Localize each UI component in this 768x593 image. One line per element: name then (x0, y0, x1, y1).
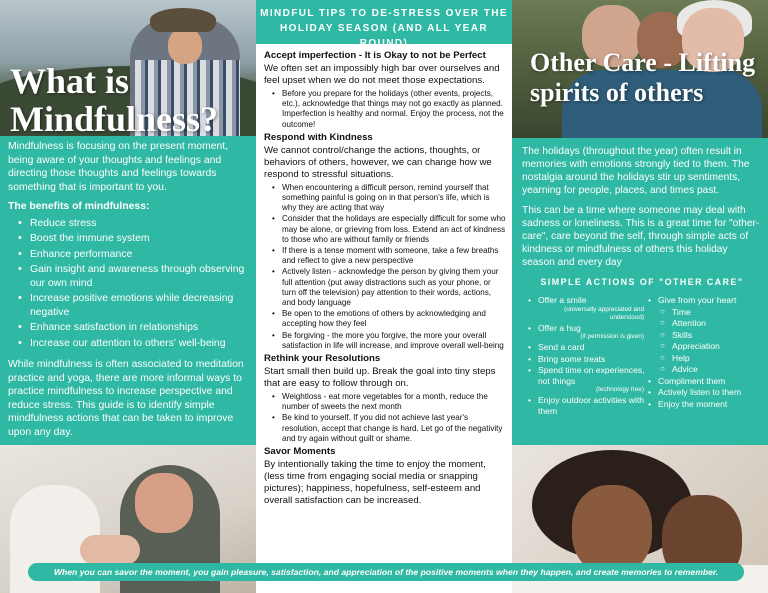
sub-item: ○ Advice (648, 364, 762, 375)
kindness-list (272, 183, 506, 351)
sub-item: ○ Appreciation (648, 341, 762, 352)
list-item: • Weightloss - eat more vegetables for a month, reduce the number of sweets the next month (272, 392, 506, 412)
action-note: (if permission is given) (580, 333, 644, 340)
action-note: (technology free) (596, 386, 644, 393)
left-body (8, 140, 252, 445)
benefit-item: • Boost the immune system (18, 232, 252, 246)
action-note: (universally appreciated and understood) (564, 305, 644, 321)
tips-body (264, 48, 506, 509)
section-heading-savor: Savor Moments (264, 446, 336, 458)
middle-panel (256, 0, 512, 593)
benefits-list (18, 217, 252, 351)
list-item: • Consider that the holidays are especially difficult for some who may be alone, or grieving from loss. Extend an act of kindness to those who are without family or friends (272, 214, 506, 245)
action-item: • Bring some treats (528, 354, 648, 365)
section-text-kindness: We cannot control/change the actions, thoughts, or behaviors of others, however, we can change how we respond to stressful situations. (264, 144, 492, 180)
right-panel (512, 0, 768, 593)
mindfulness-intro: Mindfulness is focusing on the present moment, being aware of your thoughts and feelings and directing those thoughts and feelings towards something that is important to you. (8, 141, 229, 193)
sub-item: ○ Help (648, 353, 762, 364)
sub-item: ○ Time (648, 307, 762, 318)
action-item: • Enjoy outdoor activities with them (528, 395, 648, 416)
action-item: • Compliment them (648, 376, 762, 387)
benefit-item: • Reduce stress (18, 217, 252, 231)
mindfulness-closing: While mindfulness is often associated to meditation practice and yoga, there are more informal ways to practice mindfulness to increase perspective and reduce stress. This guide is to identify simple mindfulness actions that can be taken to improve upon any day. (8, 359, 244, 438)
other-care-p1: The holidays (throughout the year) often result in memories with emotions strongly tied to them. The nostalgia around the holidays stir up sentiments, yearning for people, places, and times past. (522, 146, 750, 196)
action-item: • Give from your heart (648, 295, 762, 306)
action-item: • Offer a hug (if permission is given) (528, 323, 648, 342)
action-item: • Offer a smile (universally appreciated and understood) (528, 295, 648, 322)
benefit-item: • Increase positive emotions while decreasing negative (18, 292, 252, 319)
list-item: • Actively listen - acknowledge the person by giving them your full attention (put away distractions such as your phone, or turn off the television) pay attention to their words, actions, and body language (272, 267, 506, 308)
resolutions-list (272, 392, 506, 444)
list-item: • Before you prepare for the holidays (other events, projects, etc.), acknowledge that things may not go exactly as planned. Imperfection is healthy and normal. Enjoy the process, not the outcome! (272, 89, 506, 130)
action-item: • Send a card (528, 342, 648, 353)
section-heading-kindness: Respond with Kindness (264, 131, 373, 143)
section-heading-resolutions: Rethink your Resolutions (264, 353, 381, 365)
actions-heading: SIMPLE ACTIONS OF "OTHER CARE" (540, 277, 744, 287)
other-care-title: Other Care - Lifting spirits of others (530, 48, 756, 107)
section-text-savor: By intentionally taking the time to enjoy the moment, (less time from engaging social media or snapping pictures); happiness, hopefulness, self-esteem and overall satisfaction can be increased. (264, 459, 486, 507)
benefit-item: • Increase our attention to others' well-being (18, 337, 252, 351)
section-heading-imperfection: Accept imperfection - It is Okay to not be Perfect (264, 50, 486, 61)
action-item: • Enjoy the moment (648, 399, 762, 410)
actions-column-2 (648, 295, 762, 417)
sub-item: ○ Skills (648, 330, 762, 341)
list-item: • When encountering a difficult person, remind yourself that something painful is going on in that person's life, which is why they are acting that way (272, 183, 506, 214)
other-care-p2: This can be a time where someone may deal with sadness or loneliness. This is a great time for "other-care", care beyond the self, through simple acts of kindness or mindfulness of others this holiday season and every day (522, 205, 760, 268)
list-item: • Be open to the emotions of others by acknowledging and accepting how they feel (272, 309, 506, 329)
section-text-resolutions: Start small then build up. Break the goal into tiny steps that are easy to follow through on. (264, 366, 496, 390)
benefit-item: • Gain insight and awareness through observing our own mind (18, 263, 252, 290)
tips-banner: MINDFUL TIPS TO DE-STRESS OVER THE HOLIDAY SEASON (AND ALL YEAR ROUND) (256, 0, 512, 44)
benefit-item: • Enhance satisfaction in relationships (18, 321, 252, 335)
actions-columns (522, 295, 762, 417)
actions-column-1 (522, 295, 648, 417)
list-item: • Be forgiving - the more you forgive, the more your overall satisfaction in life will increase, and improve overall well-being (272, 331, 506, 351)
footer-quote-banner: When you can savor the moment, you gain pleasure, satisfaction, and appreciation of the positive moments when they happen, and create memories to remember. (28, 563, 744, 581)
list-item: • Be kind to yourself. If you did not achieve last year's resolution, accept that change is hard. Let go of the negativity and try again without guilt or shame. (272, 413, 506, 444)
section-text-imperfection: We often set an impossibly high bar over ourselves and feel upset when we do not meet those expectations. (264, 63, 500, 86)
sub-item: ○ Attention (648, 318, 762, 329)
benefit-item: • Enhance performance (18, 248, 252, 262)
benefits-heading: The benefits of mindfulness: (8, 201, 150, 212)
action-item: • Spend time on experiences, not things (technology free) (528, 365, 648, 394)
right-body (522, 145, 762, 417)
mindfulness-title: What is Mindfulness? (10, 61, 219, 139)
imperfection-list (272, 89, 506, 130)
action-item: • Actively listen to them (648, 387, 762, 398)
left-panel (0, 0, 256, 593)
list-item: • If there is a tense moment with someone, take a few breaths and reflect to give a new perspective (272, 246, 506, 266)
